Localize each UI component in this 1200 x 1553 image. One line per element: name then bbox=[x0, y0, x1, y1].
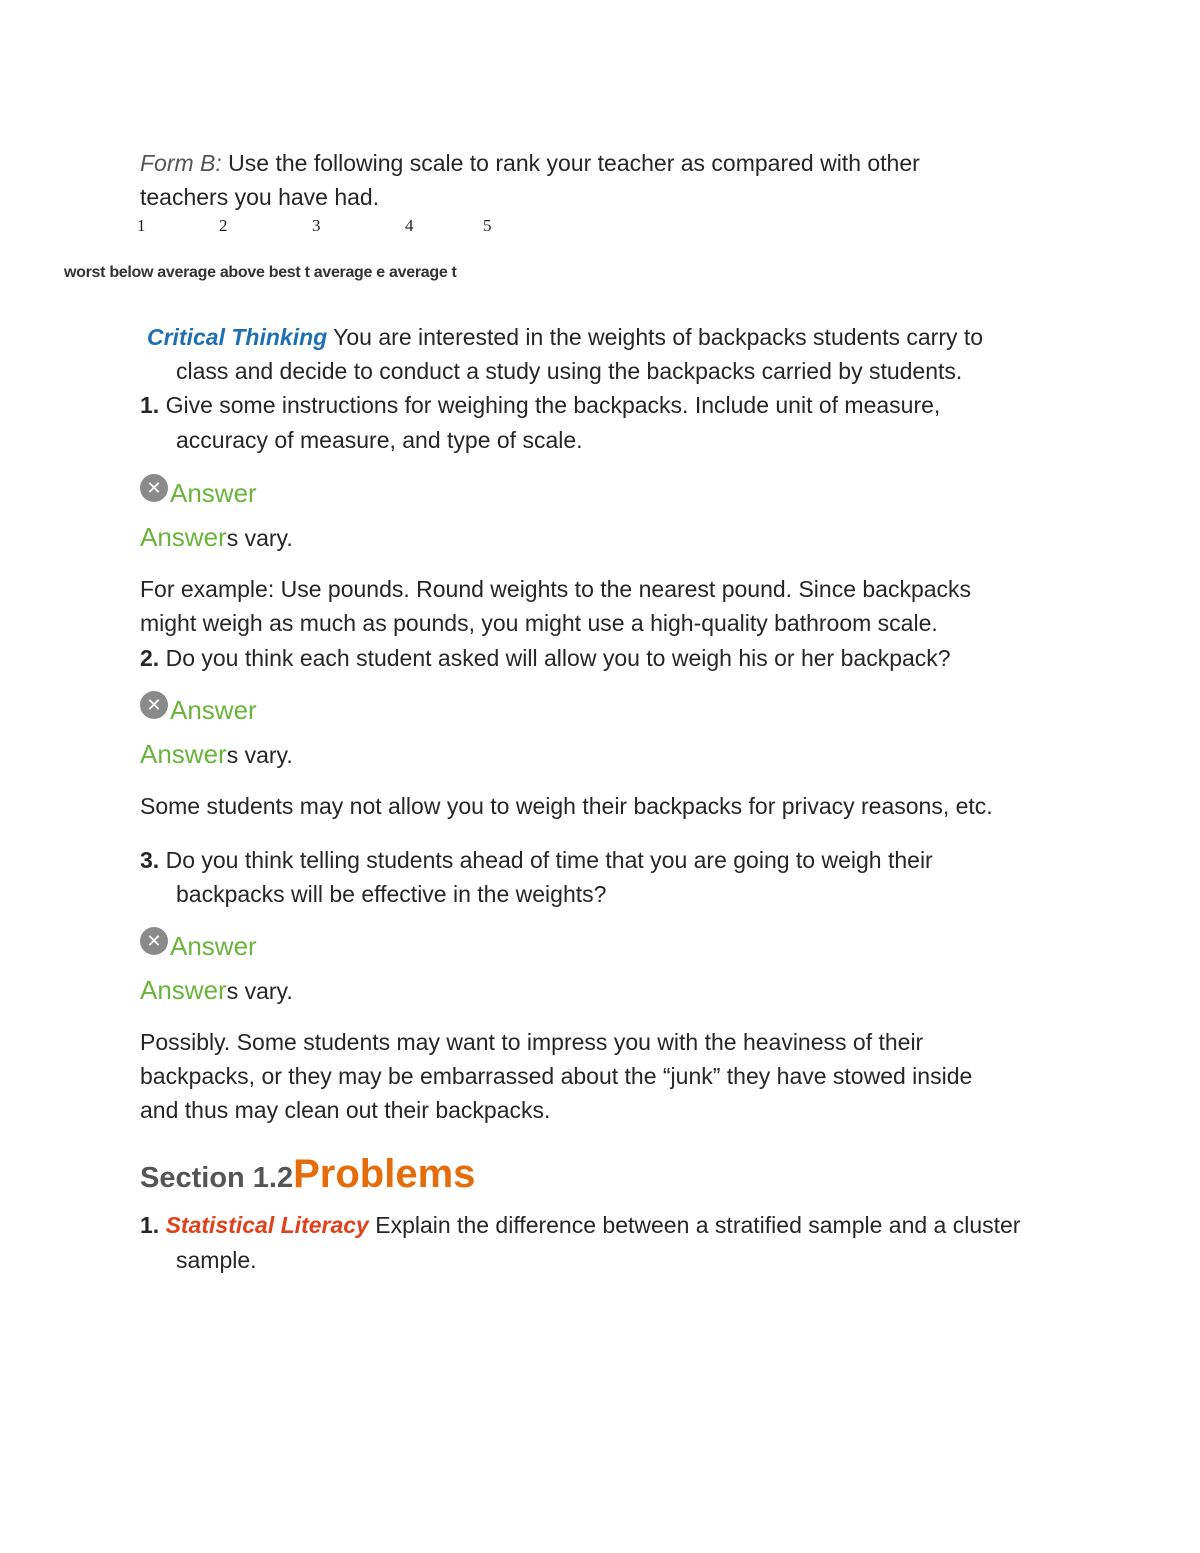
answer-toggle-2[interactable] bbox=[140, 695, 257, 726]
scale-number: 3 bbox=[312, 216, 321, 235]
scale-number: 2 bbox=[219, 216, 228, 235]
answer-summary-3 bbox=[140, 973, 293, 1008]
critical-thinking-text-1: You are interested in the weights of backpacks students carry to bbox=[327, 324, 984, 350]
question-text: Do you think telling students ahead of time that you are going to weigh their bbox=[159, 847, 933, 873]
problem-number: 1. bbox=[140, 1212, 160, 1238]
question-3-line-1 bbox=[140, 843, 933, 877]
statistical-literacy-label: Statistical Literacy bbox=[165, 1212, 369, 1238]
answer-summary-1 bbox=[140, 520, 293, 555]
answer-detail-3-line-2: backpacks, or they may be embarrassed about the “junk” they have stowed inside bbox=[140, 1063, 973, 1089]
question-text: Give some instructions for weighing the backpacks. Include unit of measure, bbox=[159, 392, 941, 418]
close-circle-icon[interactable]: ✕ bbox=[140, 927, 168, 955]
problem-text: Explain the difference between a stratified sample and a cluster bbox=[368, 1212, 1021, 1238]
question-number: 1. bbox=[140, 392, 160, 418]
answer-heading: Answer bbox=[170, 695, 257, 725]
section-number: Section 1.2 bbox=[140, 1162, 294, 1194]
scale-number: 4 bbox=[405, 216, 414, 235]
question-2-line-1 bbox=[140, 641, 951, 675]
answer-detail-3-line-1: Possibly. Some students may want to impress you with the heaviness of their bbox=[140, 1029, 924, 1055]
question-number: 3. bbox=[140, 847, 160, 873]
critical-thinking-label: Critical Thinking bbox=[147, 324, 328, 350]
rating-scale-labels: worst below average above best t average e average t bbox=[64, 264, 457, 281]
close-circle-icon[interactable]: ✕ bbox=[140, 691, 168, 719]
question-text: Do you think each student asked will allow you to weigh his or her backpack? bbox=[159, 645, 951, 671]
answer-rest: s vary. bbox=[226, 525, 293, 551]
critical-thinking-line-2: class and decide to conduct a study using the backpacks carried by students. bbox=[176, 358, 963, 384]
answer-toggle-3[interactable] bbox=[140, 931, 257, 962]
scale-number: 5 bbox=[483, 216, 492, 235]
critical-thinking-line-1 bbox=[147, 320, 983, 354]
question-number: 2. bbox=[140, 645, 160, 671]
problem-1-line-1 bbox=[140, 1208, 1020, 1242]
answer-rest: s vary. bbox=[226, 978, 293, 1004]
close-circle-icon[interactable]: ✕ bbox=[140, 474, 168, 502]
section-heading bbox=[140, 1152, 475, 1197]
section-title: Problems bbox=[293, 1152, 476, 1196]
rating-scale-numbers bbox=[0, 216, 1200, 242]
question-1-line-1 bbox=[140, 388, 940, 422]
problem-1-line-2: sample. bbox=[176, 1247, 257, 1273]
answer-toggle-1[interactable] bbox=[140, 478, 257, 509]
scale-number: 1 bbox=[137, 216, 146, 235]
answer-heading: Answer bbox=[170, 931, 257, 961]
answer-heading: Answer bbox=[170, 478, 257, 508]
form-b-line-2: teachers you have had. bbox=[140, 184, 380, 210]
form-b-text-1: Use the following scale to rank your teacher as compared with other bbox=[221, 150, 920, 176]
answer-detail-1-line-2: might weigh as much as pounds, you might use a high-quality bathroom scale. bbox=[140, 610, 938, 636]
form-b-label: Form B: bbox=[140, 150, 222, 176]
form-b-line-1 bbox=[140, 146, 920, 180]
answer-summary-2 bbox=[140, 737, 293, 772]
answer-detail-3-line-3: and thus may clean out their backpacks. bbox=[140, 1097, 551, 1123]
answer-word: Answer bbox=[140, 975, 227, 1005]
answer-detail-1-line-1: For example: Use pounds. Round weights to the nearest pound. Since backpacks bbox=[140, 576, 972, 602]
question-1-line-2: accuracy of measure, and type of scale. bbox=[176, 427, 583, 453]
answer-rest: s vary. bbox=[226, 742, 293, 768]
answer-word: Answer bbox=[140, 739, 227, 769]
answer-word: Answer bbox=[140, 522, 227, 552]
answer-detail-2-line-1: Some students may not allow you to weigh their backpacks for privacy reasons, etc. bbox=[140, 793, 993, 819]
question-3-line-2: backpacks will be effective in the weights? bbox=[176, 881, 607, 907]
